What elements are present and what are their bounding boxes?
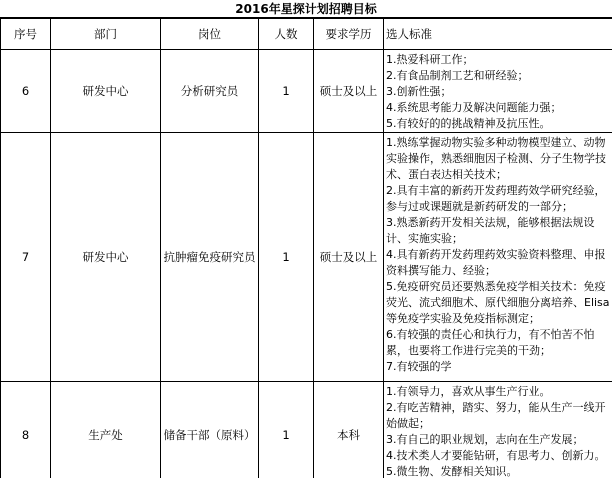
requirement-line: 2.具有丰富的新药开发药理药效学研究经验，参与过或课题就是新药研发的一部分； bbox=[386, 184, 606, 213]
requirement-line: 4.系统思考能力及解决问题能力强； bbox=[386, 101, 562, 114]
requirement-line: 5.微生物、发酵相关知识。 bbox=[386, 465, 518, 478]
cell-seq: 6 bbox=[1, 50, 51, 133]
header-count: 人数 bbox=[259, 19, 314, 50]
cell-requirements bbox=[384, 50, 612, 133]
header-education: 要求学历 bbox=[314, 19, 384, 50]
requirement-line: 4.具有新药开发药理药效实验资料整理、申报资料撰写能力、经验； bbox=[386, 248, 606, 277]
table-row bbox=[1, 50, 612, 133]
cell-count: 1 bbox=[259, 382, 314, 478]
requirement-line: 7.有较强的学 bbox=[386, 360, 452, 373]
cell-dept: 研发中心 bbox=[51, 50, 161, 133]
cell-seq: 7 bbox=[1, 133, 51, 382]
cell-count: 1 bbox=[259, 133, 314, 382]
requirement-line: 5.有较好的的挑战精神及抗压性。 bbox=[386, 117, 551, 130]
cell-position: 分析研究员 bbox=[161, 50, 259, 133]
table-row bbox=[1, 382, 612, 478]
recruitment-table bbox=[0, 18, 612, 478]
requirement-line: 6.有较强的责任心和执行力，有不怕苦不怕累，也要将工作进行完美的干劲； bbox=[386, 328, 595, 357]
requirement-line: 1.热爱科研工作； bbox=[386, 53, 474, 66]
header-requirements: 选人标准 bbox=[384, 19, 612, 50]
cell-requirements bbox=[384, 382, 612, 478]
cell-education: 本科 bbox=[314, 382, 384, 478]
requirement-line: 3.熟悉新药开发相关法规，能够根据法规设计、实施实验； bbox=[386, 216, 595, 245]
requirement-line: 1.有领导力，喜欢从事生产行业。 bbox=[386, 385, 551, 398]
requirement-line: 1.熟练掌握动物实验多种动物模型建立、动物实验操作，熟悉细胞因子检测、分子生物学技术、蛋白表达相关技术； bbox=[386, 136, 606, 181]
requirement-line: 2.有吃苦精神，踏实、努力，能从生产一线开始做起； bbox=[386, 401, 606, 430]
requirement-line: 3.创新性强； bbox=[386, 85, 452, 98]
header-seq: 序号 bbox=[1, 19, 51, 50]
cell-education: 硕士及以上 bbox=[314, 133, 384, 382]
requirement-line: 2.有食品制剂工艺和研经验； bbox=[386, 69, 529, 82]
cell-seq: 8 bbox=[1, 382, 51, 478]
header-position: 岗位 bbox=[161, 19, 259, 50]
requirement-line: 5.免疫研究员还要熟悉免疫学相关技术：免疫荧光、流式细胞术、原代细胞分离培养、Elisa等免疫学实验及免疫指标测定； bbox=[386, 280, 610, 325]
cell-requirements bbox=[384, 133, 612, 382]
cell-education: 硕士及以上 bbox=[314, 50, 384, 133]
requirement-line: 4.技术类人才要能钻研，有思考力、创新力。 bbox=[386, 449, 606, 462]
header-row bbox=[1, 19, 612, 50]
table-row bbox=[1, 133, 612, 382]
requirement-line: 3.有自己的职业规划，志向在生产发展； bbox=[386, 433, 584, 446]
cell-position: 抗肿瘤免疫研究员 bbox=[161, 133, 259, 382]
header-dept: 部门 bbox=[51, 19, 161, 50]
cell-count: 1 bbox=[259, 50, 314, 133]
cell-position: 储备干部（原料） bbox=[161, 382, 259, 478]
cell-dept: 生产处 bbox=[51, 382, 161, 478]
cell-dept: 研发中心 bbox=[51, 133, 161, 382]
sheet-title: 2016年星探计划招聘目标 bbox=[0, 0, 612, 18]
